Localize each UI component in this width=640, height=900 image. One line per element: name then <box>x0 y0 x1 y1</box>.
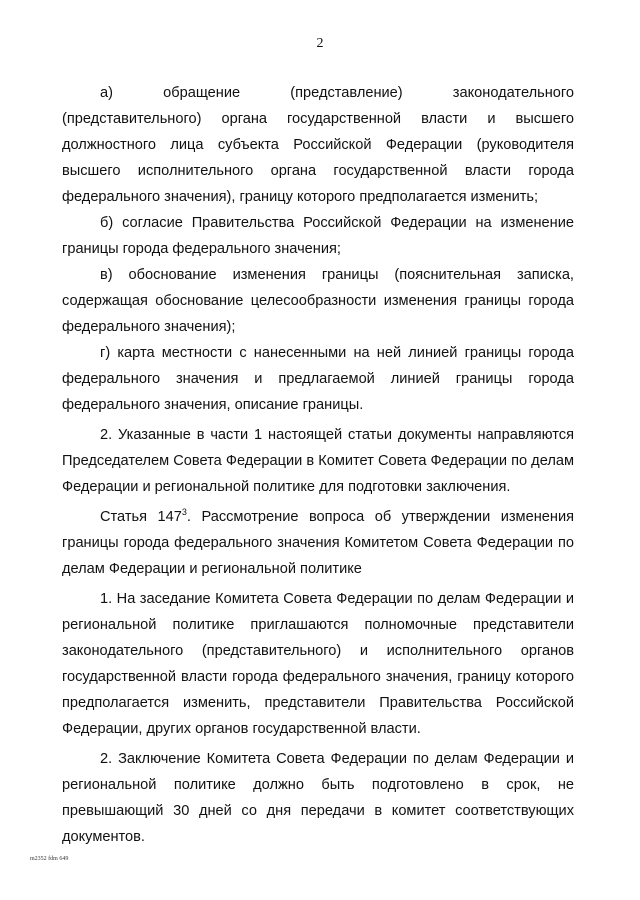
paragraph-part-2: 2. Указанные в части 1 настоящей статьи документы направляются Председателем Совета Федерации в Комитет Совета Федерации по делам Федерации и региональной политике для подготовки заключения. <box>62 427 574 495</box>
article-part-1: 1. На заседание Комитета Совета Федерации по делам Федерации и региональной политике приглашаются полномочные представители законодательного (представительного) и исполнительного органов государственной власти города федерального значения, границу которого предполагается изменить, представители Правительства Российской Федерации, других органов государственной власти. <box>62 591 574 737</box>
paragraph-v: в) обоснование изменения границы (пояснительная записка, содержащая обоснование целесообразности изменения границы города федерального значения); <box>62 267 574 335</box>
paragraph-a-first-line: а) обращение (представление) законодательного <box>100 85 574 101</box>
article-superscript: 3 <box>181 507 187 518</box>
document-body <box>62 80 574 850</box>
footer-document-code: m2352 fdm 649 <box>30 856 69 862</box>
paragraph-a: (представительного) органа государственной власти и высшего должностного лица субъекта Российской Федерации (руководителя высшего исполнительного органа государственной власти города федерального значения), границу которого предполагается изменить; <box>62 111 574 205</box>
article-heading <box>62 504 574 582</box>
article-part-2: 2. Заключение Комитета Совета Федерации по делам Федерации и региональной политике должно быть подготовлено в срок, не превышающий 30 дней со дня передачи в комитет соответствующих документов. <box>62 751 574 845</box>
paragraph-g: г) карта местности с нанесенными на ней линией границы города федерального значения и предлагаемой линией границы города федерального значения, описание границы. <box>62 345 574 413</box>
article-title: . Рассмотрение вопроса об утверждении изменения границы города федерального значения Комитетом Совета Федерации по делам Федерации и региональной политике <box>62 509 574 577</box>
page-number: 2 <box>316 36 324 51</box>
paragraph-b: б) согласие Правительства Российской Федерации на изменение границы города федерального значения; <box>62 215 574 257</box>
article-number: Статья 147 <box>100 509 182 525</box>
